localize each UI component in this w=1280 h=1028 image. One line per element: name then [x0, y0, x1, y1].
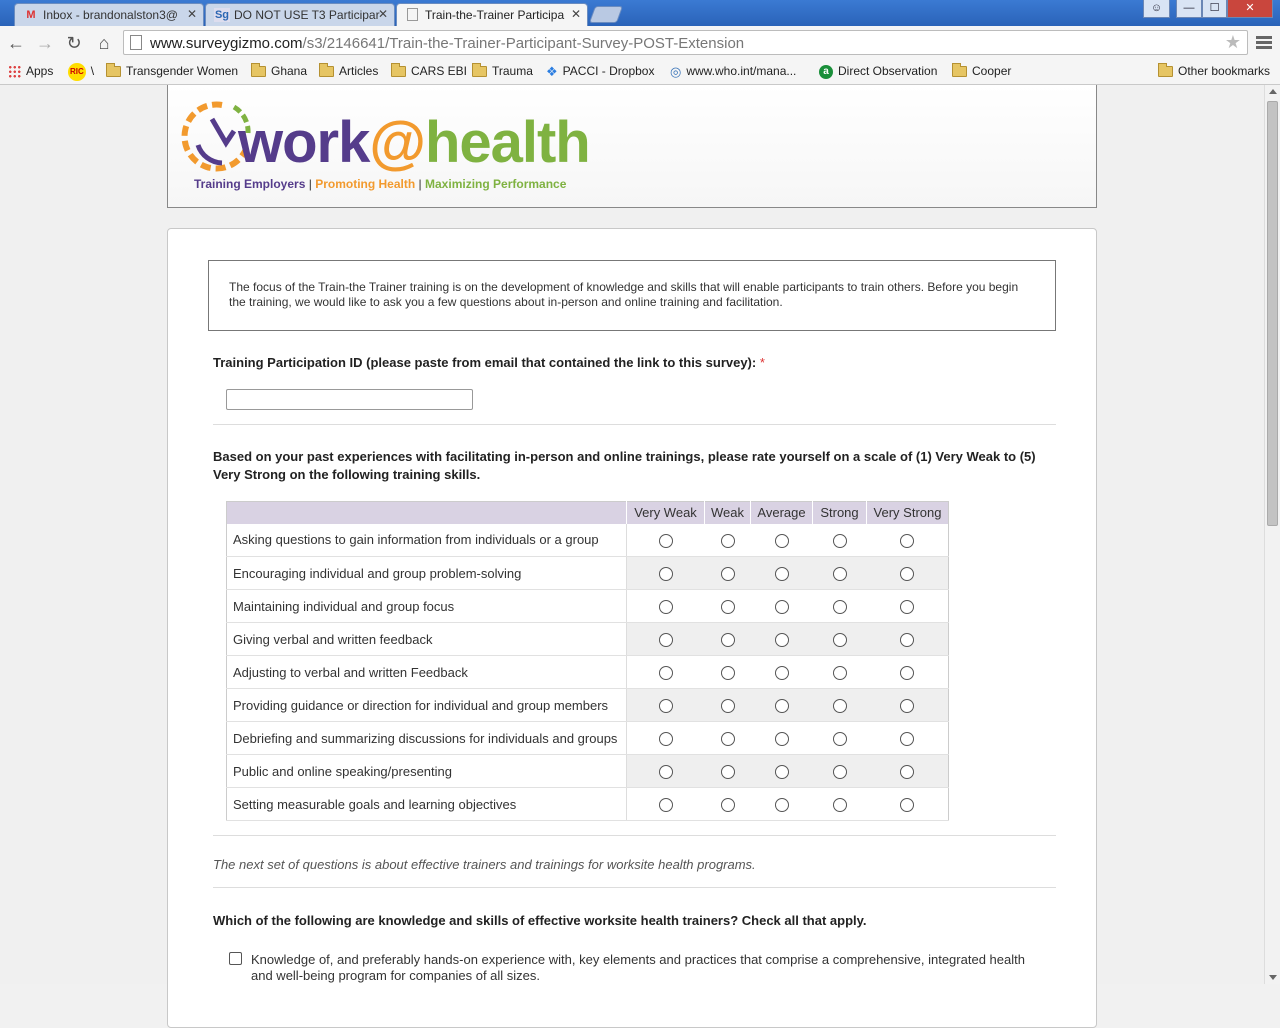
- close-window-button[interactable]: ✕: [1227, 0, 1273, 18]
- folder-icon: [251, 66, 266, 77]
- rating-radio[interactable]: [775, 798, 789, 812]
- rating-cell: [867, 689, 949, 722]
- rating-radio[interactable]: [775, 699, 789, 713]
- tab-gmail[interactable]: [14, 3, 204, 26]
- rating-cell: [705, 557, 751, 590]
- survey-form: [167, 228, 1097, 1028]
- home-icon[interactable]: ⌂: [98, 33, 110, 53]
- table-row: [227, 524, 949, 557]
- url-text[interactable]: [150, 35, 744, 52]
- bookmark-label: Trauma: [492, 64, 533, 78]
- bookmark-label: www.who.int/mana...: [686, 64, 797, 78]
- ric-icon: RIC: [68, 63, 86, 81]
- knowledge-checkbox-label[interactable]: Knowledge of, and preferably hands-on experience with, key elements and practices that comprise a comprehensive, integrated health and well-being program for companies of all sizes.: [251, 952, 1025, 983]
- dropbox-icon: ❖: [546, 63, 558, 79]
- rating-cell: [751, 788, 813, 821]
- gmail-icon: M: [26, 9, 36, 21]
- rating-radio[interactable]: [721, 732, 735, 746]
- logo-work: work: [238, 110, 370, 175]
- rating-radio[interactable]: [833, 567, 847, 581]
- rating-radio[interactable]: [833, 534, 847, 548]
- bookmark-trauma[interactable]: [472, 63, 533, 81]
- rating-cell: [867, 524, 949, 557]
- rating-radio[interactable]: [775, 567, 789, 581]
- skill-label: Adjusting to verbal and written Feedback: [227, 656, 627, 689]
- page-icon: [407, 8, 418, 21]
- folder-icon: [391, 66, 406, 77]
- rating-cell: [705, 590, 751, 623]
- rating-radio[interactable]: [659, 633, 673, 647]
- bookmark-label: PACCI - Dropbox: [562, 64, 655, 78]
- scale-strong: Strong: [813, 502, 867, 524]
- bookmark-other[interactable]: [1158, 63, 1270, 81]
- page-icon: [130, 35, 142, 50]
- url-path: /s3/2146641/Train-the-Trainer-Participant-Survey-POST-Extension: [302, 35, 745, 52]
- skill-label: Setting measurable goals and learning objectives: [227, 788, 627, 821]
- table-row: [227, 623, 949, 656]
- skill-label: Maintaining individual and group focus: [227, 590, 627, 623]
- bookmark-label: Other bookmarks: [1178, 64, 1271, 78]
- tagline-maximizing: Maximizing Performance: [425, 177, 567, 191]
- bookmark-who[interactable]: [670, 63, 796, 81]
- question-label: Training Participation ID (please paste from email that contained the link to this survey):: [213, 355, 757, 370]
- rating-radio[interactable]: [833, 765, 847, 779]
- rating-cell: [705, 788, 751, 821]
- rating-cell: [705, 689, 751, 722]
- rating-cell: [627, 788, 705, 821]
- rating-radio[interactable]: [833, 600, 847, 614]
- table-row: [227, 755, 949, 788]
- participation-id-question: [213, 354, 1048, 372]
- rating-cell: [813, 656, 867, 689]
- rating-radio[interactable]: [900, 765, 914, 779]
- bookmark-label: Cooper: [972, 64, 1012, 78]
- rating-cell: [813, 524, 867, 557]
- rating-cell: [627, 590, 705, 623]
- rating-cell: [813, 590, 867, 623]
- rating-radio[interactable]: [659, 666, 673, 680]
- address-bar[interactable]: [123, 30, 1248, 55]
- rating-radio[interactable]: [900, 666, 914, 680]
- bookmark-ric[interactable]: [68, 63, 94, 81]
- rating-radio[interactable]: [775, 633, 789, 647]
- rating-cell: [751, 557, 813, 590]
- scroll-down-arrow-icon[interactable]: [1269, 975, 1277, 980]
- bookmark-ghana[interactable]: [251, 63, 307, 81]
- rating-cell: [813, 623, 867, 656]
- rating-cell: [867, 788, 949, 821]
- globe-icon: ◎: [670, 63, 682, 79]
- rating-cell: [705, 755, 751, 788]
- rating-cell: [867, 623, 949, 656]
- scale-very-strong: Very Strong: [867, 502, 949, 524]
- rating-radio[interactable]: [833, 633, 847, 647]
- rating-radio[interactable]: [900, 798, 914, 812]
- green-a-icon: a: [819, 65, 833, 79]
- rating-cell: [867, 722, 949, 755]
- rating-question: Based on your past experiences with facilitating in-person and online trainings, please rate yourself on a scale of (1) Very Weak to (5) Very Strong on the following training skills.: [213, 449, 1036, 482]
- rating-radio[interactable]: [900, 567, 914, 581]
- maximize-button[interactable]: ☐: [1202, 0, 1227, 18]
- tagline-training: Training Employers: [194, 177, 306, 191]
- apps-grid-icon: [8, 65, 21, 78]
- surveygizmo-icon: Sg: [214, 9, 230, 21]
- rating-cell: [813, 557, 867, 590]
- bookmark-cooper[interactable]: [952, 63, 1011, 81]
- section-note: The next set of questions is about effective trainers and trainings for worksite health programs.: [213, 857, 756, 872]
- rating-cell: [751, 755, 813, 788]
- tab-label: DO NOT USE T3 Participar: [234, 8, 380, 22]
- work-health-logo: [182, 97, 590, 197]
- table-row: [227, 656, 949, 689]
- rating-cell: [627, 524, 705, 557]
- rating-cell: [867, 755, 949, 788]
- rating-cell: [705, 722, 751, 755]
- rating-radio[interactable]: [833, 699, 847, 713]
- rating-radio[interactable]: [659, 798, 673, 812]
- participation-id-input[interactable]: [226, 389, 473, 410]
- bookmark-cars-ebi[interactable]: [391, 63, 467, 81]
- rating-cell: [751, 656, 813, 689]
- tagline-separator: |: [418, 177, 422, 191]
- logo-at: @: [369, 110, 425, 175]
- bookmark-label: Ghana: [271, 64, 308, 78]
- scrollbar-thumb[interactable]: [1267, 101, 1278, 526]
- rating-radio[interactable]: [900, 699, 914, 713]
- rating-radio[interactable]: [833, 798, 847, 812]
- menu-icon[interactable]: [1256, 34, 1272, 50]
- scale-weak: Weak: [705, 502, 751, 524]
- close-icon[interactable]: ✕: [570, 7, 581, 21]
- rating-cell: [867, 656, 949, 689]
- bookmark-direct-observation[interactable]: [819, 63, 937, 81]
- bookmark-apps[interactable]: [8, 63, 53, 81]
- rating-cell: [751, 524, 813, 557]
- bookmark-label: Articles: [339, 64, 379, 78]
- rating-cell: [705, 623, 751, 656]
- rating-radio[interactable]: [833, 732, 847, 746]
- rating-radio[interactable]: [721, 765, 735, 779]
- rating-radio[interactable]: [721, 633, 735, 647]
- rating-cell: [751, 623, 813, 656]
- logo-tagline: [194, 177, 566, 191]
- rating-radio[interactable]: [659, 567, 673, 581]
- rating-cell: [627, 722, 705, 755]
- rating-radio[interactable]: [721, 600, 735, 614]
- tagline-promoting: Promoting Health: [315, 177, 416, 191]
- forward-arrow-icon[interactable]: →: [36, 33, 54, 53]
- star-icon[interactable]: ★: [1224, 32, 1241, 52]
- survey-header: [167, 85, 1097, 208]
- rating-radio[interactable]: [659, 765, 673, 779]
- page-scrollbar[interactable]: [1264, 85, 1280, 984]
- new-tab-button[interactable]: [589, 6, 623, 23]
- rating-radio[interactable]: [900, 633, 914, 647]
- bookmarks-bar: [0, 59, 1280, 85]
- bookmark-label: Direct Observation: [838, 64, 938, 78]
- rating-radio[interactable]: [721, 699, 735, 713]
- tab-label: Inbox - brandonalston3@: [43, 8, 178, 22]
- bookmark-pacci-dropbox[interactable]: [546, 63, 654, 81]
- matrix-header-blank: [227, 502, 627, 524]
- rating-cell: [813, 788, 867, 821]
- bookmark-label: Apps: [26, 64, 54, 78]
- skill-label: Providing guidance or direction for individual and group members: [227, 689, 627, 722]
- logo-health: health: [424, 110, 590, 175]
- rating-cell: [751, 722, 813, 755]
- page-viewport: [0, 85, 1264, 984]
- rating-radio[interactable]: [775, 765, 789, 779]
- rating-radio[interactable]: [775, 666, 789, 680]
- table-row: [227, 590, 949, 623]
- bookmark-label: Transgender Women: [126, 64, 239, 78]
- rating-radio[interactable]: [833, 666, 847, 680]
- rating-radio[interactable]: [900, 600, 914, 614]
- rating-radio[interactable]: [900, 732, 914, 746]
- rating-radio[interactable]: [659, 732, 673, 746]
- skill-label: Encouraging individual and group problem-solving: [227, 557, 627, 590]
- rating-cell: [751, 590, 813, 623]
- tagline-separator: |: [308, 177, 312, 191]
- rating-radio[interactable]: [775, 732, 789, 746]
- matrix-header-row: [227, 502, 949, 524]
- skill-label: Giving verbal and written feedback: [227, 623, 627, 656]
- rating-cell: [813, 689, 867, 722]
- rating-cell: [867, 557, 949, 590]
- tab-label: Train-the-Trainer Participa: [425, 8, 565, 22]
- bookmark-transgender-women[interactable]: [106, 63, 238, 81]
- rating-radio[interactable]: [659, 600, 673, 614]
- rating-radio[interactable]: [721, 666, 735, 680]
- rating-radio[interactable]: [659, 699, 673, 713]
- skill-label: Debriefing and summarizing discussions for individuals and groups: [227, 722, 627, 755]
- required-marker: *: [759, 355, 765, 370]
- bookmark-articles[interactable]: [319, 63, 378, 81]
- rating-radio[interactable]: [900, 534, 914, 548]
- scale-very-weak: Very Weak: [627, 502, 705, 524]
- rating-cell: [813, 755, 867, 788]
- checkbox-question: Which of the following are knowledge and skills of effective worksite health trainers? Check all that apply.: [213, 913, 867, 928]
- scale-average: Average: [751, 502, 813, 524]
- table-row: [227, 557, 949, 590]
- tab-strip: [0, 0, 1280, 26]
- url-host: www.surveygizmo.com: [150, 35, 303, 52]
- divider: [213, 887, 1056, 888]
- rating-cell: [705, 524, 751, 557]
- folder-icon: [472, 66, 487, 77]
- rating-radio[interactable]: [775, 600, 789, 614]
- intro-text: The focus of the Train-the Trainer training is on the development of knowledge and skills that will enable participants to train others. Before you begin the training, we would like to ask you a few questions about in-person and online training and facilitation.: [208, 260, 1056, 331]
- knowledge-checkbox[interactable]: [229, 952, 242, 965]
- table-row: [227, 689, 949, 722]
- folder-icon: [106, 66, 121, 77]
- rating-cell: [627, 623, 705, 656]
- rating-cell: [867, 590, 949, 623]
- skill-label: Public and online speaking/presenting: [227, 755, 627, 788]
- skill-label: Asking questions to gain information from individuals or a group: [227, 524, 627, 557]
- rating-cell: [627, 557, 705, 590]
- reload-icon[interactable]: ↻: [66, 33, 82, 53]
- rating-cell: [751, 689, 813, 722]
- rating-radio[interactable]: [721, 798, 735, 812]
- rating-radio[interactable]: [721, 534, 735, 548]
- rating-cell: [627, 755, 705, 788]
- rating-cell: [627, 689, 705, 722]
- rating-matrix: [226, 501, 949, 821]
- folder-icon: [319, 66, 334, 77]
- divider: [213, 424, 1056, 425]
- tab-survey-active[interactable]: [396, 3, 588, 27]
- back-arrow-icon[interactable]: ←: [7, 33, 25, 53]
- table-row: [227, 788, 949, 821]
- rating-cell: [705, 656, 751, 689]
- rating-cell: [627, 656, 705, 689]
- bookmark-label: CARS EBI: [411, 64, 468, 78]
- tab-surveygizmo[interactable]: [205, 3, 395, 26]
- rating-radio[interactable]: [659, 534, 673, 548]
- folder-icon: [1158, 66, 1173, 77]
- divider: [213, 835, 1056, 836]
- logo-wordmark: [238, 111, 590, 175]
- person-icon[interactable]: ☺: [1143, 0, 1170, 18]
- close-icon[interactable]: ✕: [377, 7, 388, 21]
- scroll-up-arrow-icon[interactable]: [1269, 89, 1277, 94]
- rating-radio[interactable]: [721, 567, 735, 581]
- rating-radio[interactable]: [775, 534, 789, 548]
- minimize-button[interactable]: —: [1176, 0, 1202, 18]
- close-icon[interactable]: ✕: [186, 7, 197, 21]
- table-row: [227, 722, 949, 755]
- rating-cell: [813, 722, 867, 755]
- folder-icon: [952, 66, 967, 77]
- bookmark-label: \: [90, 64, 95, 79]
